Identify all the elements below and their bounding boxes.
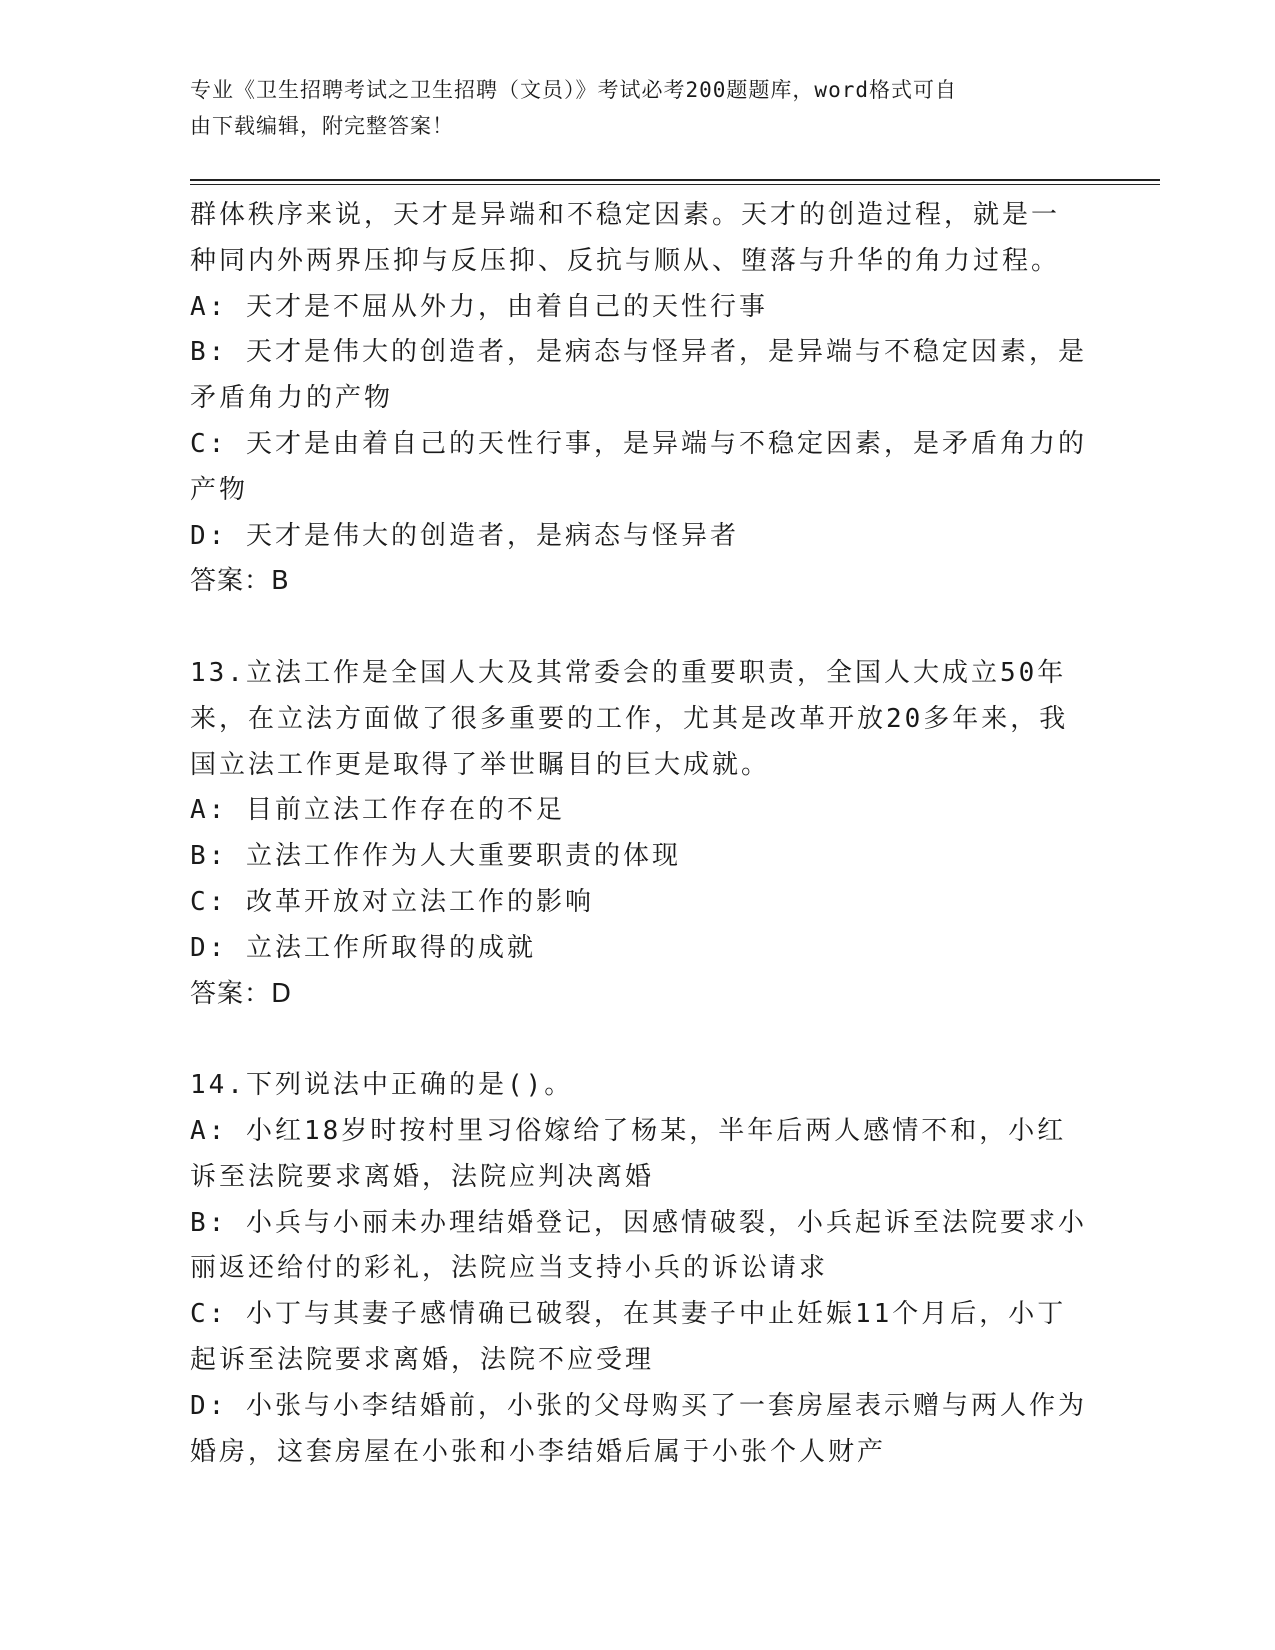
question-stem-line: 种同内外两界压抑与反压抑、反抗与顺从、堕落与升华的角力过程。: [190, 245, 1061, 276]
option-d-continued: 婚房，这套房屋在小张和小李结婚后属于小张个人财产: [190, 1436, 887, 1467]
option-b: B: 小兵与小丽未办理结婚登记，因感情破裂，小兵起诉至法院要求小: [190, 1207, 1087, 1238]
option-b: B: 天才是伟大的创造者，是病态与怪异者，是异端与不稳定因素，是: [190, 337, 1087, 368]
question-content: [190, 193, 1090, 1475]
option-a: A: 天才是不屈从外力，由着自己的天性行事: [190, 291, 768, 322]
option-c-continued: 产物: [190, 474, 249, 505]
option-c: C: 改革开放对立法工作的影响: [190, 886, 594, 917]
answer-line: 答案：D: [190, 978, 293, 1009]
question-stem-line: 13.立法工作是全国人大及其常委会的重要职责，全国人大成立50年: [190, 657, 1067, 688]
option-d: D: 小张与小李结婚前，小张的父母购买了一套房屋表示赠与两人作为: [190, 1390, 1087, 1421]
option-b-continued: 丽返还给付的彩礼，法院应当支持小兵的诉讼请求: [190, 1253, 829, 1284]
page-header: [190, 72, 1080, 144]
option-b: B: 立法工作作为人大重要职责的体现: [190, 841, 681, 872]
question-12: [190, 193, 1090, 605]
question-stem-line: 群体秩序来说，天才是异端和不稳定因素。天才的创造过程，就是一: [190, 200, 1061, 230]
option-d: D: 立法工作所取得的成就: [190, 932, 536, 963]
section-gap: [190, 605, 1090, 651]
option-d: D: 天才是伟大的创造者，是病态与怪异者: [190, 520, 739, 551]
header-line-1: 专业《卫生招聘考试之卫生招聘（文员）》考试必考200题题库，word格式可自: [190, 78, 957, 102]
option-c: C: 天才是由着自己的天性行事，是异端与不稳定因素，是矛盾角力的: [190, 428, 1087, 459]
section-gap: [190, 1017, 1090, 1063]
question-14: [190, 1063, 1090, 1475]
option-a-continued: 诉至法院要求离婚，法院应判决离婚: [190, 1161, 655, 1192]
header-divider-thick: [190, 179, 1160, 181]
header-line-2: 由下载编辑，附完整答案！: [190, 114, 454, 138]
option-a: A: 目前立法工作存在的不足: [190, 795, 565, 826]
option-c-continued: 起诉至法院要求离婚，法院不应受理: [190, 1344, 655, 1375]
header-divider-thin: [190, 184, 1160, 185]
option-b-continued: 矛盾角力的产物: [190, 383, 394, 414]
question-stem-line: 国立法工作更是取得了举世瞩目的巨大成就。: [190, 749, 771, 780]
option-a: A: 小红18岁时按村里习俗嫁给了杨某，半年后两人感情不和，小红: [190, 1115, 1067, 1146]
question-13: [190, 651, 1090, 1017]
question-stem-line: 来，在立法方面做了很多重要的工作，尤其是改革开放20多年来，我: [190, 703, 1069, 734]
question-stem-line: 14.下列说法中正确的是()。: [190, 1070, 574, 1101]
answer-line: 答案：B: [190, 566, 290, 597]
option-c: C: 小丁与其妻子感情确已破裂，在其妻子中止妊娠11个月后，小丁: [190, 1299, 1067, 1330]
